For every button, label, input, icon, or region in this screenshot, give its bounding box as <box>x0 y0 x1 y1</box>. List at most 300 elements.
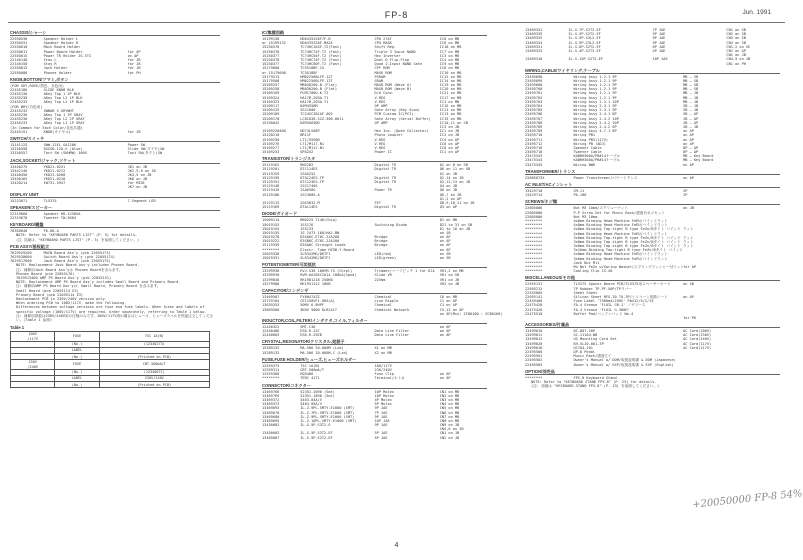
part-cell: 23495698 <box>525 74 543 79</box>
part-cell: 13150558 <box>10 147 28 152</box>
part-row <box>262 311 503 316</box>
section-title: DISPLAY UNIT <box>10 192 220 198</box>
part-cell: 4x8mm Binding Head Machine FeEU/バインドラット <box>573 231 668 236</box>
part-cell: D1 to 16 on JB <box>439 226 471 231</box>
table-cell: (No.) <box>55 354 99 360</box>
part-cell: JK8 on JB <box>127 177 148 182</box>
section-note: NOTE: Replacement Jack Board Ass'y includes Phones Board. <box>16 263 140 268</box>
part-cell: IC18 on MB <box>439 45 462 50</box>
part-cell: 23475343 <box>525 154 543 159</box>
part-cell: ******** <box>525 248 543 253</box>
part-cell: 50MV 6.8HPF <box>300 303 325 308</box>
part-cell: ******** <box>262 247 280 252</box>
part-cell: ******** <box>525 260 543 265</box>
part-cell: 13469318 <box>525 57 543 62</box>
part-cell: ESD-R-25ED <box>300 333 322 338</box>
part-cell: 22495502 <box>525 358 543 363</box>
part-cell: ******** <box>525 235 543 240</box>
part-cell: VR1 on SB <box>439 273 460 278</box>
section-note: Primary Board (pcb 22055114 E3) <box>16 292 84 297</box>
part-cell: Power SW <box>127 142 145 147</box>
part-cell: MASK ROM (Wave A) <box>374 83 412 88</box>
part-cell: VR1,2 on MB <box>439 269 464 274</box>
section-title: FUSE,FUSE HOLDER/ヒューズ,ヒューズホルダー <box>262 357 487 363</box>
part-cell: RK1951112 10KB <box>300 281 331 286</box>
part-cell: Data Line Filter <box>374 333 410 338</box>
part-cell: 15199130 <box>262 37 280 41</box>
part-cell: 13141123 <box>10 142 28 147</box>
part-cell: Wiring PB3(117V) <box>573 137 609 142</box>
part-cell: 13450165 <box>10 177 28 182</box>
part-cell: IC2 on JB <box>439 133 460 138</box>
part-cell: IC12 on MB <box>439 74 462 79</box>
part-cell: SLR342MG/DKTF1 <box>300 256 331 260</box>
part-cell: 13639253 <box>262 303 280 308</box>
part-cell: 22495501 <box>525 354 543 359</box>
part-cell: Wiring Assy 2-4-2 6P <box>573 124 617 129</box>
part-cell: JB — AP <box>683 116 699 121</box>
part-cell: 22550531 <box>10 41 28 46</box>
part-cell: 23495702 <box>525 95 543 100</box>
part-row <box>262 282 487 286</box>
part-cell: 22555005 <box>525 290 543 295</box>
part-cell: CM-11 <box>573 189 585 193</box>
part-cell: ESD-R-12C <box>300 329 320 334</box>
part-cell: Nut M3 10mm/スクリューナット <box>573 206 628 211</box>
part-cell: AC Cord(100V) <box>683 329 712 334</box>
part-cell: TC74HC04F-T2 (Fast) <box>300 53 342 58</box>
table-cell <box>11 382 55 388</box>
part-cell: 15129113 <box>262 200 280 205</box>
section-title: AC INLET/ACインレット <box>525 182 780 188</box>
part-cell: 13469339 <box>525 32 543 37</box>
part-cell: C5,12 on AP <box>439 307 464 312</box>
table-cell: (Printed on PCB) <box>99 382 209 388</box>
section-note: (注 詳細は、"KEYBOARD PARTS LIST" (P. 5) を参照してください。) <box>16 237 140 242</box>
part-row <box>10 185 220 189</box>
part-cell: HA17B,203A-T1 <box>300 99 329 104</box>
part-cell: 23495707 <box>525 116 543 121</box>
section-title: ACCESSORIES/付属品 <box>525 322 780 328</box>
part-cell: VR2 on JB <box>439 281 460 286</box>
page-title: FP-8 <box>384 10 409 20</box>
part-cell: YKD21-0268 <box>43 172 66 177</box>
part-cell: 13469331 <box>525 44 543 49</box>
part-cell: D/A Conv. <box>374 91 394 96</box>
part-cell: on AP <box>439 235 451 240</box>
part-cell <box>440 351 487 355</box>
table-cell: FUSE <box>55 360 99 369</box>
part-cell: IC16 on MB <box>439 104 462 108</box>
section-note: 注: 補修用AMP PS Board Ass'yは、Small Board, Primary Board を含みます。 <box>16 284 161 289</box>
part-cell: 15209117 <box>262 104 280 108</box>
part-cell <box>128 229 220 233</box>
part-cell: IC20 on MB <box>439 87 462 92</box>
part-cell: 22455130 <box>10 92 28 97</box>
part-cell: on AP(Mix: ZC80100 : ZC80160) <box>439 311 503 316</box>
part-cell: on SB <box>439 256 451 260</box>
section-title: IC/集積回路 <box>262 30 487 36</box>
part-cell: 22550015 <box>10 53 28 58</box>
part-cell: 22455230 <box>10 117 28 122</box>
part-cell: 15129186 <box>262 192 280 197</box>
part-cell: 15169323 <box>262 99 280 104</box>
part-cell: KABRH300A/PB#14ケーブル <box>573 158 620 163</box>
part-cell <box>683 269 780 273</box>
part-cell: 22550013 <box>10 66 28 71</box>
part-cell: 2SK3832-M <box>300 200 320 205</box>
part-cell: 8P — AP <box>683 145 699 150</box>
part-cell: CN2 on JB <box>439 435 460 440</box>
part-cell: 3x10mm Binding Tap-tight B type FeZn/Bタイト バインド <box>573 248 683 253</box>
part-cell: Buffer Pad/バッファパッド No.4 <box>573 311 634 316</box>
part-cell: EVJ-S30 100VM-TG (Chrpl) <box>300 269 353 274</box>
part-cell: 22140150 <box>10 62 28 67</box>
part-cell: IC1 on JB <box>439 129 460 134</box>
part-cell: 23495718 <box>525 150 543 155</box>
table1-title: Table 1 <box>10 325 25 331</box>
part-cell: DP-8 Pedal <box>573 350 596 354</box>
part-cell: CPU MASK <box>374 41 392 46</box>
part-cell: MB — JB <box>683 99 699 104</box>
part-cell: HD6435328F-MA2X <box>300 41 333 46</box>
part-cell: IC15 on MB <box>439 116 462 121</box>
part-cell: Chemical Network <box>374 307 410 312</box>
part-row <box>262 333 487 337</box>
part-cell: 13420214 <box>10 181 28 186</box>
section-title: SPEAKER/スピーカー <box>10 205 220 211</box>
part-cell: Wiring Assy 2-4-2 10P <box>573 116 619 121</box>
part-cell: FY0H474ZZ <box>300 294 320 299</box>
part-cell: 13469341 <box>525 28 543 32</box>
part-cell: IC1 on AP <box>439 150 460 155</box>
part-cell: IL-S-5P-S2T2-EF <box>568 32 601 37</box>
part-cell: 4x8mm Binding Tap-tight B type FeZn/Bタイト バインド ラット <box>573 227 694 232</box>
part-cell: on AP <box>439 376 451 381</box>
part-cell: 22495500 <box>525 350 543 354</box>
part-cell: Owner's Manual w/ DOM/取扱説明書 & DOM (Japanese) <box>573 358 676 363</box>
part-cell: 15019278 <box>262 235 280 240</box>
part-cell: Slide VR <box>374 273 392 278</box>
section-title: MISCELLANEOUS/その他 <box>525 275 780 281</box>
part-cell: AC Cord(117V) <box>683 341 712 346</box>
part-cell: D3SA6C Straight Leads <box>300 243 346 248</box>
part-cell: 22319670 <box>10 216 28 220</box>
part-cell: CN6 on MB <box>439 410 460 415</box>
part-cell: 13499016 <box>525 345 543 350</box>
part-cell: Fuse Clip <box>374 372 394 377</box>
part-cell: ******** <box>525 269 543 274</box>
table-cell: 230V/240V <box>99 375 209 381</box>
section-title: POTENTIOMETER/可変抵抗 <box>262 262 487 268</box>
part-cell: JK2,5,6 on JB <box>127 168 156 173</box>
part-row <box>525 363 780 367</box>
part-cell: CN2 on SB <box>726 32 746 37</box>
part-cell: 13299936 <box>262 269 280 274</box>
part-cell: 13669500 <box>262 307 280 312</box>
part-cell: HA17B,203A-T1 <box>300 95 329 100</box>
part-cell: 15250378 <box>262 49 280 54</box>
part-cell: Speaker Holder L <box>43 37 79 41</box>
part-cell: 22550008 <box>10 70 28 75</box>
part-cell: Gate Array (Serial Buffer) <box>374 116 431 121</box>
part-cell: 22475510 <box>525 311 543 316</box>
part-cell: Sheet Sheet <box>573 290 598 295</box>
part-cell: AKey Top 1 2P BLK <box>43 92 81 97</box>
part-cell: on SB <box>439 251 451 256</box>
part-cell: Main Board Holder <box>43 45 81 50</box>
part-row <box>525 316 780 320</box>
part-cell: 13499012 <box>525 337 543 342</box>
section-note: 注: 補修用基板は230V/240V用の仕様のみです。100V/117V用の場合はヒューズ、ヒューズラベルを別途注文してください。(Table 1 参照) <box>16 313 214 322</box>
part-cell: D3SB6C-E70C-2JA200 <box>300 239 340 244</box>
section-note: 7629513400 AMP PS Board Ass'y (pcb 22055151) <box>16 275 112 280</box>
part-cell: KH-5LJ0-001-3P <box>573 341 604 346</box>
part-cell: on AP <box>439 372 451 377</box>
part-cell: for JB <box>127 57 141 62</box>
part-cell: for MIDI <box>127 181 145 186</box>
part-cell: Digital TR <box>374 167 397 172</box>
part-cell: Wiring Assy 1-2-1 9P <box>573 95 617 100</box>
part-cell: IC8 on MB <box>439 66 460 71</box>
part-cell: for AP <box>683 265 697 269</box>
part-cell: 13469507 <box>262 294 280 299</box>
part-cell: IC6 on MB <box>439 41 460 46</box>
part-cell: Cooling Clip CS-40 <box>573 269 613 274</box>
part-cell: ******** <box>525 256 543 261</box>
part-cell: (FOR GRY,ROSE/黒色、赤色用) <box>10 83 65 88</box>
part-cell: 5P JAE <box>374 435 388 440</box>
part-cell: 22550530 <box>10 37 28 41</box>
part-cell: 13440450 <box>10 172 28 177</box>
part-cell: on AP <box>683 129 694 134</box>
part-cell: X1 on MB <box>374 346 392 351</box>
part-cell: 22455230 <box>10 113 28 117</box>
part-cell: 13299848 <box>262 277 280 282</box>
part-cell: Stay R <box>43 62 57 67</box>
part-cell: IC9 on MB <box>439 62 460 67</box>
part-row <box>262 376 487 380</box>
part-cell: JB — AP <box>683 120 699 125</box>
part-cell: Digital TR <box>374 175 397 180</box>
part-cell: 2SA5252 <box>300 171 316 176</box>
part-cell: ******** <box>525 375 543 380</box>
part-cell: IC4 on MB <box>439 57 460 62</box>
part-cell: ******** <box>525 252 543 257</box>
part-cell: 2SA650G <box>300 188 316 193</box>
part-cell: 5P JAE <box>374 431 388 436</box>
section-note: 注: 補修用Jack Board Ass'yは Phones Boardを含みます。 <box>16 267 123 272</box>
table-cell: LABEL <box>55 347 99 353</box>
part-cell: TC74HC74F-T2 (Fast) <box>300 57 342 62</box>
part-cell: AKey Top L2 1P BLK <box>43 100 83 105</box>
part-cell: KABRH300A/PB#14ケーブル <box>573 154 620 159</box>
part-cell: 15209258 <box>262 87 280 92</box>
part-cell: 15129191 <box>262 180 280 184</box>
section-title: CONNECTOR/コネクター <box>262 383 487 389</box>
part-cell: ******** <box>525 265 543 269</box>
part-cell: KNOB(ダイヤル) <box>43 129 71 134</box>
part-cell: AC Cord(117V) <box>683 345 712 350</box>
part-cell: Power TR <box>374 188 392 193</box>
part-cell: IC10 on MB <box>439 70 462 75</box>
part-cell: Jack Holder <box>43 66 68 71</box>
part-cell: IC11 on MB <box>439 108 462 113</box>
part-cell: YKD21-0212 <box>43 168 66 173</box>
table-cell: (No.) <box>55 382 99 388</box>
part-cell: 9P JAE <box>374 414 388 419</box>
part-cell: on AP <box>683 162 694 167</box>
part-cell: 22459400 <box>525 299 543 304</box>
part-cell: 52351-1090 (Smt) <box>300 389 335 394</box>
section-note: Small Board (pcb 22055114 E3) <box>16 288 79 293</box>
part-cell: 22140148 <box>10 57 28 62</box>
part-cell: HM62256BLFP-12T <box>300 74 333 79</box>
part-cell: P-P Screw Set for Music Rack/譜面台ネジセット <box>573 210 665 215</box>
part-cell: Trimmer/ハーフピッチ 1 for Dlk <box>374 269 435 274</box>
part-cell: on AP <box>683 294 694 299</box>
part-cell: TL5375 <box>43 198 57 203</box>
table-cell: LABEL <box>55 375 99 381</box>
part-cell: Shift Reg. <box>374 45 397 50</box>
part-row <box>525 62 780 66</box>
part-row <box>525 163 780 167</box>
part-cell: on SB <box>683 282 694 287</box>
part-cell: Wiring Assy 2-3-1 10P <box>573 99 619 104</box>
part-cell: 23475345 <box>525 162 543 167</box>
part-cell: IL-S-4P-S2T2-EF <box>568 48 601 53</box>
part-cell: 22455233 <box>10 121 28 126</box>
part-cell: C6 on MB <box>439 294 458 299</box>
part-cell: 4P JAE <box>652 48 666 53</box>
part-cell: SB — AP <box>683 112 699 117</box>
part-cell: IL-Z-9PL-SMTY-E1000 (SMT) <box>300 406 355 411</box>
section-title: CAPACITOR/コンデンサ <box>262 288 487 294</box>
part-cell: for JB <box>127 66 141 71</box>
part-cell: 15209109 <box>262 112 280 117</box>
part-cell: 12440003 <box>262 333 280 338</box>
parts-column-2 <box>262 28 503 440</box>
part-cell: 4x8mm Binding Head Machine FeEU/バインドラット <box>573 218 668 223</box>
part-cell: IL-G-5P-S3T2-EF <box>300 431 333 436</box>
part-cell <box>568 62 652 66</box>
part-cell: CN8 on MB <box>439 418 460 423</box>
section-title: JACK,SOCKET/ジャック,ソケット <box>10 158 220 164</box>
part-cell: MAIN Board Ass'y (pcb 22055173) <box>43 250 111 255</box>
part-cell: CN5 on MB <box>439 406 460 411</box>
part-cell: 23495709 <box>525 129 543 134</box>
part-cell: 15119339 <box>262 243 280 248</box>
part-cell: SC-11104-W8 <box>573 333 598 338</box>
part-cell: 12559311 <box>262 368 280 372</box>
part-cell: Wiring Assy 1-2-1 9P <box>573 91 617 96</box>
part-cell: IC7 on MB <box>439 49 460 54</box>
part-cell: Speaker RD-12305A <box>43 211 81 216</box>
part-cell: FA-4 Grease 'FLOIL GR-1' ／グリース <box>573 303 646 308</box>
part-cell: Wiring NWK <box>573 162 596 167</box>
part-cell: MB — SB <box>683 74 699 79</box>
part-cell: 7-Segment LED <box>127 198 156 203</box>
part-cell: 13499010 <box>525 329 543 334</box>
part-cell: 13469333 <box>525 36 543 41</box>
part-cell: 22455180 <box>10 87 28 92</box>
part-cell: Q1 on 8 on SB <box>439 163 468 168</box>
part-cell: Power IC <box>374 150 392 155</box>
part-cell: CN4,5 on JB <box>726 57 751 62</box>
part-cell: IC3 on MB <box>439 53 460 58</box>
section-title: KEYBOARD/鍵盤 <box>10 222 220 228</box>
part-cell: Wiring PB1 <box>573 133 596 138</box>
part-cell: DTA114ES <box>300 205 318 210</box>
part-cell: 2P <box>683 193 688 198</box>
part-cell: 22685073X <box>525 175 545 180</box>
part-cell: 23495712 <box>525 141 543 146</box>
part-cell <box>525 62 568 66</box>
part-cell: (In Common for Each Color/各色共通) <box>10 125 83 130</box>
part-cell: 12440322 <box>262 324 280 329</box>
part-cell: HQ5466 <box>300 372 314 377</box>
part-row <box>10 71 220 75</box>
part-cell: 15019155 <box>262 226 280 231</box>
part-cell: 12440406 <box>262 329 280 334</box>
part-cell: 9P JAE <box>374 406 388 411</box>
part-cell: Wiring Assy 2-4-1 8P <box>573 112 617 117</box>
part-cell: 15179508 <box>262 78 280 83</box>
section-note: When ordering PCB to 100V/117V, make the following. <box>16 301 127 306</box>
part-cell: 13442146 <box>10 168 28 173</box>
part-cell: YKD21-0218 <box>43 177 66 182</box>
part-cell: 13499011 <box>525 333 543 338</box>
part-cell: 15250377 <box>262 62 280 67</box>
part-cell: V-REG <box>374 145 386 150</box>
part-cell: 23475344 <box>525 158 543 163</box>
part-cell: ******** <box>262 376 280 381</box>
section-title: KNOB,BOTTON/ツマミ,ボタン <box>10 77 220 83</box>
part-cell: 13729104 <box>262 299 280 304</box>
part-cell: CBT-500mA/T <box>300 368 325 372</box>
part-cell: PSRAM <box>374 74 386 79</box>
part-cell <box>10 185 44 189</box>
part-cell: 15179600 <box>262 66 280 71</box>
part-cell: RK1981218 250KB <box>300 277 333 282</box>
part-cell: MB — SB <box>683 87 699 92</box>
part-cell: LC81038-52Z-506-0011 <box>300 116 344 121</box>
part-cell: on AP <box>439 239 451 244</box>
part-cell: IC6 on AP <box>439 145 460 150</box>
part-cell: Bridge <box>374 235 388 240</box>
part-cell: 2SC1740S <box>300 184 318 189</box>
parts-column-1 <box>10 28 220 388</box>
part-row <box>10 130 220 134</box>
part-cell: on JB <box>683 206 694 211</box>
part-cell: for AP <box>127 49 141 54</box>
part-cell: CN1 on JB <box>439 431 460 436</box>
part-cell: AC Cord(240V) <box>683 337 712 342</box>
part-cell: Quad 2-Input NAND Gate <box>374 62 423 67</box>
part-row <box>262 150 487 154</box>
part-cell: 15250378 <box>262 45 280 50</box>
part-cell: 23495710 <box>525 133 543 138</box>
table-cell: T5C 1A(N) <box>99 332 209 341</box>
part-cell: 15019153 <box>262 222 280 227</box>
part-row <box>525 193 780 197</box>
part-row <box>262 436 487 440</box>
part-cell: X2 on MB <box>374 350 392 355</box>
part-cell: Bridge <box>374 243 388 248</box>
part-cell: 12559373 <box>262 363 280 368</box>
part-cell: 13499020 <box>525 341 543 346</box>
part-cell: on AP <box>439 329 451 334</box>
